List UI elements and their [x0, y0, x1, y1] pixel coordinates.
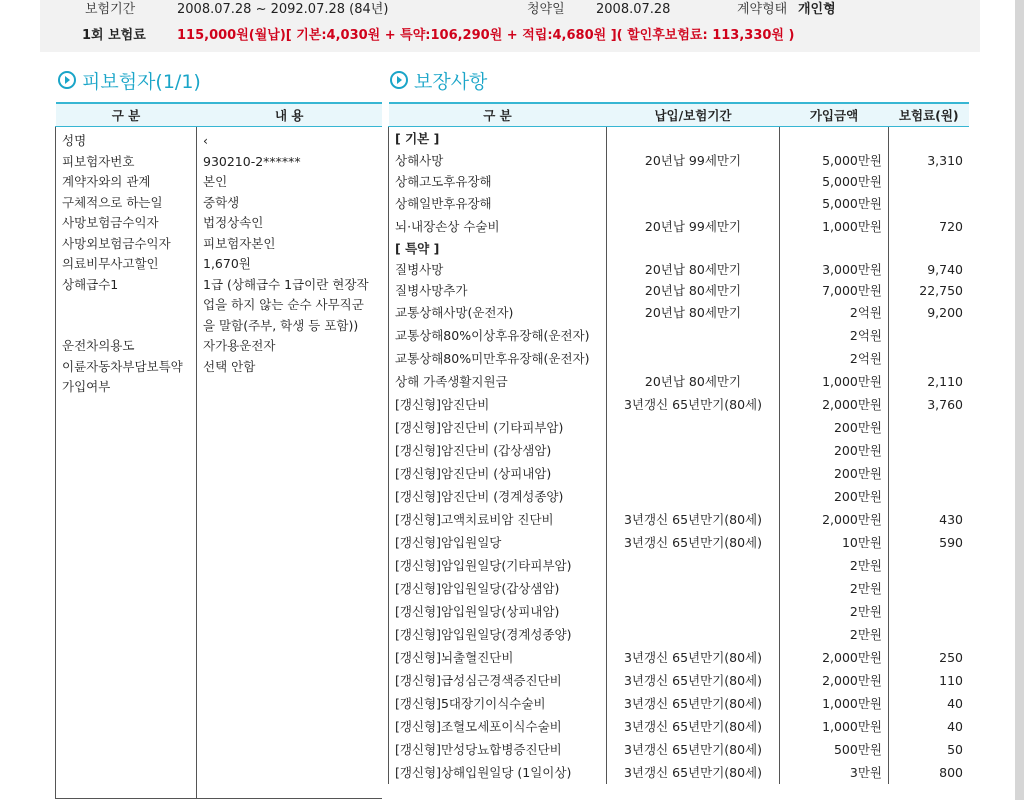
coverage-premium [889, 324, 970, 347]
coverage-premium [889, 192, 970, 215]
coverage-row [389, 554, 970, 577]
contract-value: 개인형 [798, 2, 836, 17]
coverage-premium [889, 238, 970, 259]
coverage-premium: 40 [947, 719, 963, 734]
coverage-row [389, 238, 970, 259]
coverage-name: [갱신형]암입원일당(경계성종양) [389, 623, 607, 646]
coverage-name: [갱신형]암진단비 (경계성종양) [389, 485, 607, 508]
coverage-name: [갱신형]상해입원일당 (1일이상) [389, 761, 607, 784]
coverage-row [389, 577, 970, 600]
coverage-amount: 500만원 [780, 738, 889, 761]
coverage-amount: 2,000만원 [780, 646, 889, 669]
period-label: 보험기간 [85, 2, 136, 17]
coverage-amount: 3,000만원 [780, 259, 889, 280]
coverage-term: 3년갱신 65년만기(80세) [607, 715, 780, 738]
coverage-premium [889, 577, 970, 600]
coverage-amount: 2만원 [780, 554, 889, 577]
coverage-term: 20년납 80세만기 [607, 259, 780, 280]
coverage-amount [780, 127, 889, 151]
coverage-name: [갱신형]암입원일당(상피내암) [389, 600, 607, 623]
subscribe-value: 2008.07.28 [596, 2, 671, 17]
coverage-term [607, 171, 780, 192]
insured-keys-column [56, 127, 197, 799]
coverage-term: 20년납 80세만기 [607, 280, 780, 301]
coverage-name: [갱신형]조혈모세포이식수술비 [389, 715, 607, 738]
coverage-row [389, 439, 970, 462]
insured-key: 이륜자동차부담보특약 [62, 358, 183, 374]
coverage-term: 3년갱신 65년만기(80세) [607, 508, 780, 531]
coverage-term [607, 485, 780, 508]
coverage-row [389, 127, 970, 151]
coverage-amount: 1,000만원 [780, 215, 889, 238]
coverage-name: 질병사망추가 [389, 280, 607, 301]
coverage-table [388, 102, 969, 784]
coverage-premium [889, 416, 970, 439]
coverage-premium [889, 600, 970, 623]
insured-header-category: 구 분 [56, 103, 197, 127]
coverage-premium [889, 347, 970, 370]
coverage-row [389, 347, 970, 370]
insured-key [62, 316, 190, 337]
coverage-premium [889, 439, 970, 462]
coverage-amount: 1,000만원 [780, 370, 889, 393]
coverage-amount: 2만원 [780, 600, 889, 623]
coverage-row [389, 669, 970, 692]
insured-section-title: 피보험자(1/1) [58, 70, 201, 94]
coverage-row [389, 171, 970, 192]
coverage-premium: 3,310 [927, 153, 963, 168]
insured-key: 상해급수1 [62, 276, 119, 292]
coverage-premium: 22,750 [919, 283, 963, 298]
insured-value: 업을 하지 않는 순수 사무직군 [203, 297, 364, 312]
coverage-row [389, 761, 970, 784]
coverage-amount: 200만원 [780, 485, 889, 508]
insured-value: 피보험자본인 [203, 235, 276, 251]
coverage-amount: 2만원 [780, 623, 889, 646]
insured-key: 계약자와의 관계 [62, 174, 151, 189]
coverage-term [607, 577, 780, 600]
coverage-amount: 7,000만원 [780, 280, 889, 301]
coverage-premium [889, 623, 970, 646]
coverage-name: 교통상해사망(운전자) [389, 301, 607, 324]
coverage-row [389, 301, 970, 324]
coverage-premium [889, 554, 970, 577]
coverage-premium: 40 [947, 696, 963, 711]
coverage-name: 질병사망 [389, 259, 607, 280]
coverage-name: 상해사망 [389, 150, 607, 171]
insured-value: 을 말함(주부, 학생 등 포함)) [203, 317, 359, 333]
coverage-premium [889, 485, 970, 508]
arrow-circle-icon [390, 71, 408, 89]
insured-value: 1급 (상해급수 1급이란 현장작 [203, 276, 369, 292]
coverage-premium: 50 [947, 742, 963, 757]
coverage-term: 20년납 99세만기 [607, 215, 780, 238]
coverage-term: 3년갱신 65년만기(80세) [607, 531, 780, 554]
coverage-amount: 5,000만원 [780, 171, 889, 192]
coverage-premium: 590 [939, 535, 963, 550]
coverage-term: 3년갱신 65년만기(80세) [607, 669, 780, 692]
coverage-row [389, 150, 970, 171]
period-value: 2008.07.28 ~ 2092.07.28 (84년) [177, 2, 389, 17]
contract-label: 계약형태 [737, 2, 788, 17]
coverage-name: [갱신형]급성심근경색증진단비 [389, 669, 607, 692]
coverage-name: 교통상해80%미만후유장해(운전자) [389, 347, 607, 370]
coverage-premium: 430 [939, 512, 963, 527]
coverage-row [389, 692, 970, 715]
insured-value: 중학생 [203, 194, 240, 210]
coverage-amount: 2억원 [780, 347, 889, 370]
insured-values-column [197, 127, 383, 799]
coverage-term [607, 623, 780, 646]
coverage-header-amount: 가입금액 [780, 103, 889, 127]
coverage-amount: 2억원 [780, 324, 889, 347]
coverage-term [607, 127, 780, 151]
coverage-row [389, 462, 970, 485]
premium-value: 115,000원(월납)[ 기본:4,030원 + 특약:106,290원 + 적립:4,680원 ]( 할인후보험료: 113,330원 ) [177, 28, 795, 43]
coverage-premium: 2,110 [927, 374, 963, 389]
coverage-premium: 720 [939, 219, 963, 234]
insured-key: 운전차의용도 [62, 338, 135, 353]
insured-value [203, 377, 376, 398]
coverage-row [389, 485, 970, 508]
coverage-row [389, 508, 970, 531]
coverage-amount: 200만원 [780, 462, 889, 485]
coverage-name: 교통상해80%이상후유장해(운전자) [389, 324, 607, 347]
insured-value: ‹ [203, 133, 208, 148]
coverage-name: [갱신형]5대장기이식수술비 [389, 692, 607, 715]
coverage-term [607, 192, 780, 215]
coverage-amount: 1,000만원 [780, 692, 889, 715]
coverage-amount: 10만원 [780, 531, 889, 554]
coverage-term [607, 462, 780, 485]
coverage-amount: 3만원 [780, 761, 889, 784]
summary-row-period [40, 0, 980, 20]
coverage-premium [889, 127, 970, 151]
coverage-name: [갱신형]암입원일당(기타피부암) [389, 554, 607, 577]
coverage-row [389, 280, 970, 301]
coverage-premium [889, 462, 970, 485]
coverage-name: 상해일반후유장해 [389, 192, 607, 215]
insured-key: 성명 [62, 133, 87, 148]
coverage-row [389, 715, 970, 738]
coverage-term [607, 554, 780, 577]
coverage-name: 뇌·내장손상 수술비 [389, 215, 607, 238]
coverage-term: 3년갱신 65년만기(80세) [607, 646, 780, 669]
coverage-premium: 110 [939, 673, 963, 688]
coverage-amount: 2,000만원 [780, 508, 889, 531]
coverage-amount: 2만원 [780, 577, 889, 600]
coverage-term [607, 600, 780, 623]
coverage-row [389, 531, 970, 554]
insured-body [56, 127, 383, 799]
coverage-row [389, 646, 970, 669]
insured-key [62, 295, 190, 316]
coverage-amount: 1,000만원 [780, 715, 889, 738]
insured-key: 사망외보험금수익자 [62, 235, 171, 251]
insured-header-content: 내 용 [197, 103, 383, 127]
insured-key: 피보험자번호 [62, 153, 135, 169]
coverage-term: 20년납 80세만기 [607, 301, 780, 324]
coverage-name: [갱신형]암진단비 (상피내암) [389, 462, 607, 485]
insured-value: 선택 안함 [203, 358, 256, 374]
coverage-amount: 5,000만원 [780, 192, 889, 215]
coverage-row [389, 623, 970, 646]
insured-key: 가입여부 [62, 379, 111, 394]
coverage-term: 3년갱신 65년만기(80세) [607, 738, 780, 761]
coverage-premium [889, 171, 970, 192]
coverage-term: 20년납 80세만기 [607, 370, 780, 393]
coverage-row [389, 215, 970, 238]
coverage-term [607, 416, 780, 439]
coverage-premium: 9,200 [927, 305, 963, 320]
coverage-term [607, 238, 780, 259]
coverage-row [389, 416, 970, 439]
coverage-premium: 3,760 [927, 397, 963, 412]
insured-key: 구체적으로 하는일 [62, 194, 163, 210]
coverage-name: 상해고도후유장해 [389, 171, 607, 192]
coverage-amount: 2억원 [780, 301, 889, 324]
insured-value: 법정상속인 [203, 215, 264, 230]
coverage-name: [갱신형]만성당뇨합병증진단비 [389, 738, 607, 761]
coverage-term [607, 347, 780, 370]
coverage-row [389, 192, 970, 215]
coverage-name: [갱신형]암진단비 (갑상샘암) [389, 439, 607, 462]
coverage-name: [ 기본 ] [389, 127, 607, 151]
coverage-name: [갱신형]암진단비 (기타피부암) [389, 416, 607, 439]
coverage-row [389, 259, 970, 280]
coverage-term: 3년갱신 65년만기(80세) [607, 393, 780, 416]
coverage-amount: 2,000만원 [780, 393, 889, 416]
coverage-premium: 800 [939, 765, 963, 780]
coverage-header-premium: 보험료(원) [889, 103, 970, 127]
insured-value: 본인 [203, 174, 228, 189]
coverage-amount: 200만원 [780, 439, 889, 462]
arrow-circle-icon [58, 71, 76, 89]
coverage-term: 3년갱신 65년만기(80세) [607, 692, 780, 715]
coverage-name: [갱신형]암진단비 [389, 393, 607, 416]
coverage-row [389, 600, 970, 623]
insured-value: 자가용운전자 [203, 338, 276, 353]
coverage-header-term: 납입/보험기간 [607, 103, 780, 127]
insured-value: 930210-2****** [203, 153, 301, 169]
premium-label: 1회 보험료 [82, 28, 146, 43]
coverage-term [607, 439, 780, 462]
coverage-name: [갱신형]뇌출혈진단비 [389, 646, 607, 669]
coverage-amount: 2,000만원 [780, 669, 889, 692]
coverage-amount [780, 238, 889, 259]
insured-key: 사망보험금수익자 [62, 215, 159, 230]
subscribe-label: 청약일 [527, 2, 565, 17]
coverage-row [389, 738, 970, 761]
summary-row-premium [40, 26, 980, 48]
coverage-row [389, 370, 970, 393]
coverage-premium: 9,740 [927, 262, 963, 277]
coverage-section-title: 보장사항 [390, 70, 487, 94]
coverage-row [389, 324, 970, 347]
insured-value: 1,670원 [203, 256, 251, 271]
insured-key: 의료비무사고할인 [62, 256, 159, 271]
window-edge [1015, 0, 1024, 800]
coverage-amount: 5,000만원 [780, 150, 889, 171]
coverage-name: [갱신형]암입원일당 [389, 531, 607, 554]
coverage-term: 20년납 99세만기 [607, 150, 780, 171]
coverage-amount: 200만원 [780, 416, 889, 439]
coverage-term [607, 324, 780, 347]
coverage-name: [ 특약 ] [389, 238, 607, 259]
coverage-term: 3년갱신 65년만기(80세) [607, 761, 780, 784]
coverage-header-category: 구 분 [389, 103, 607, 127]
coverage-row [389, 393, 970, 416]
coverage-name: [갱신형]고액치료비암 진단비 [389, 508, 607, 531]
coverage-name: [갱신형]암입원일당(갑상샘암) [389, 577, 607, 600]
insured-table [55, 102, 382, 799]
coverage-premium: 250 [939, 650, 963, 665]
coverage-name: 상해 가족생활지원금 [389, 370, 607, 393]
